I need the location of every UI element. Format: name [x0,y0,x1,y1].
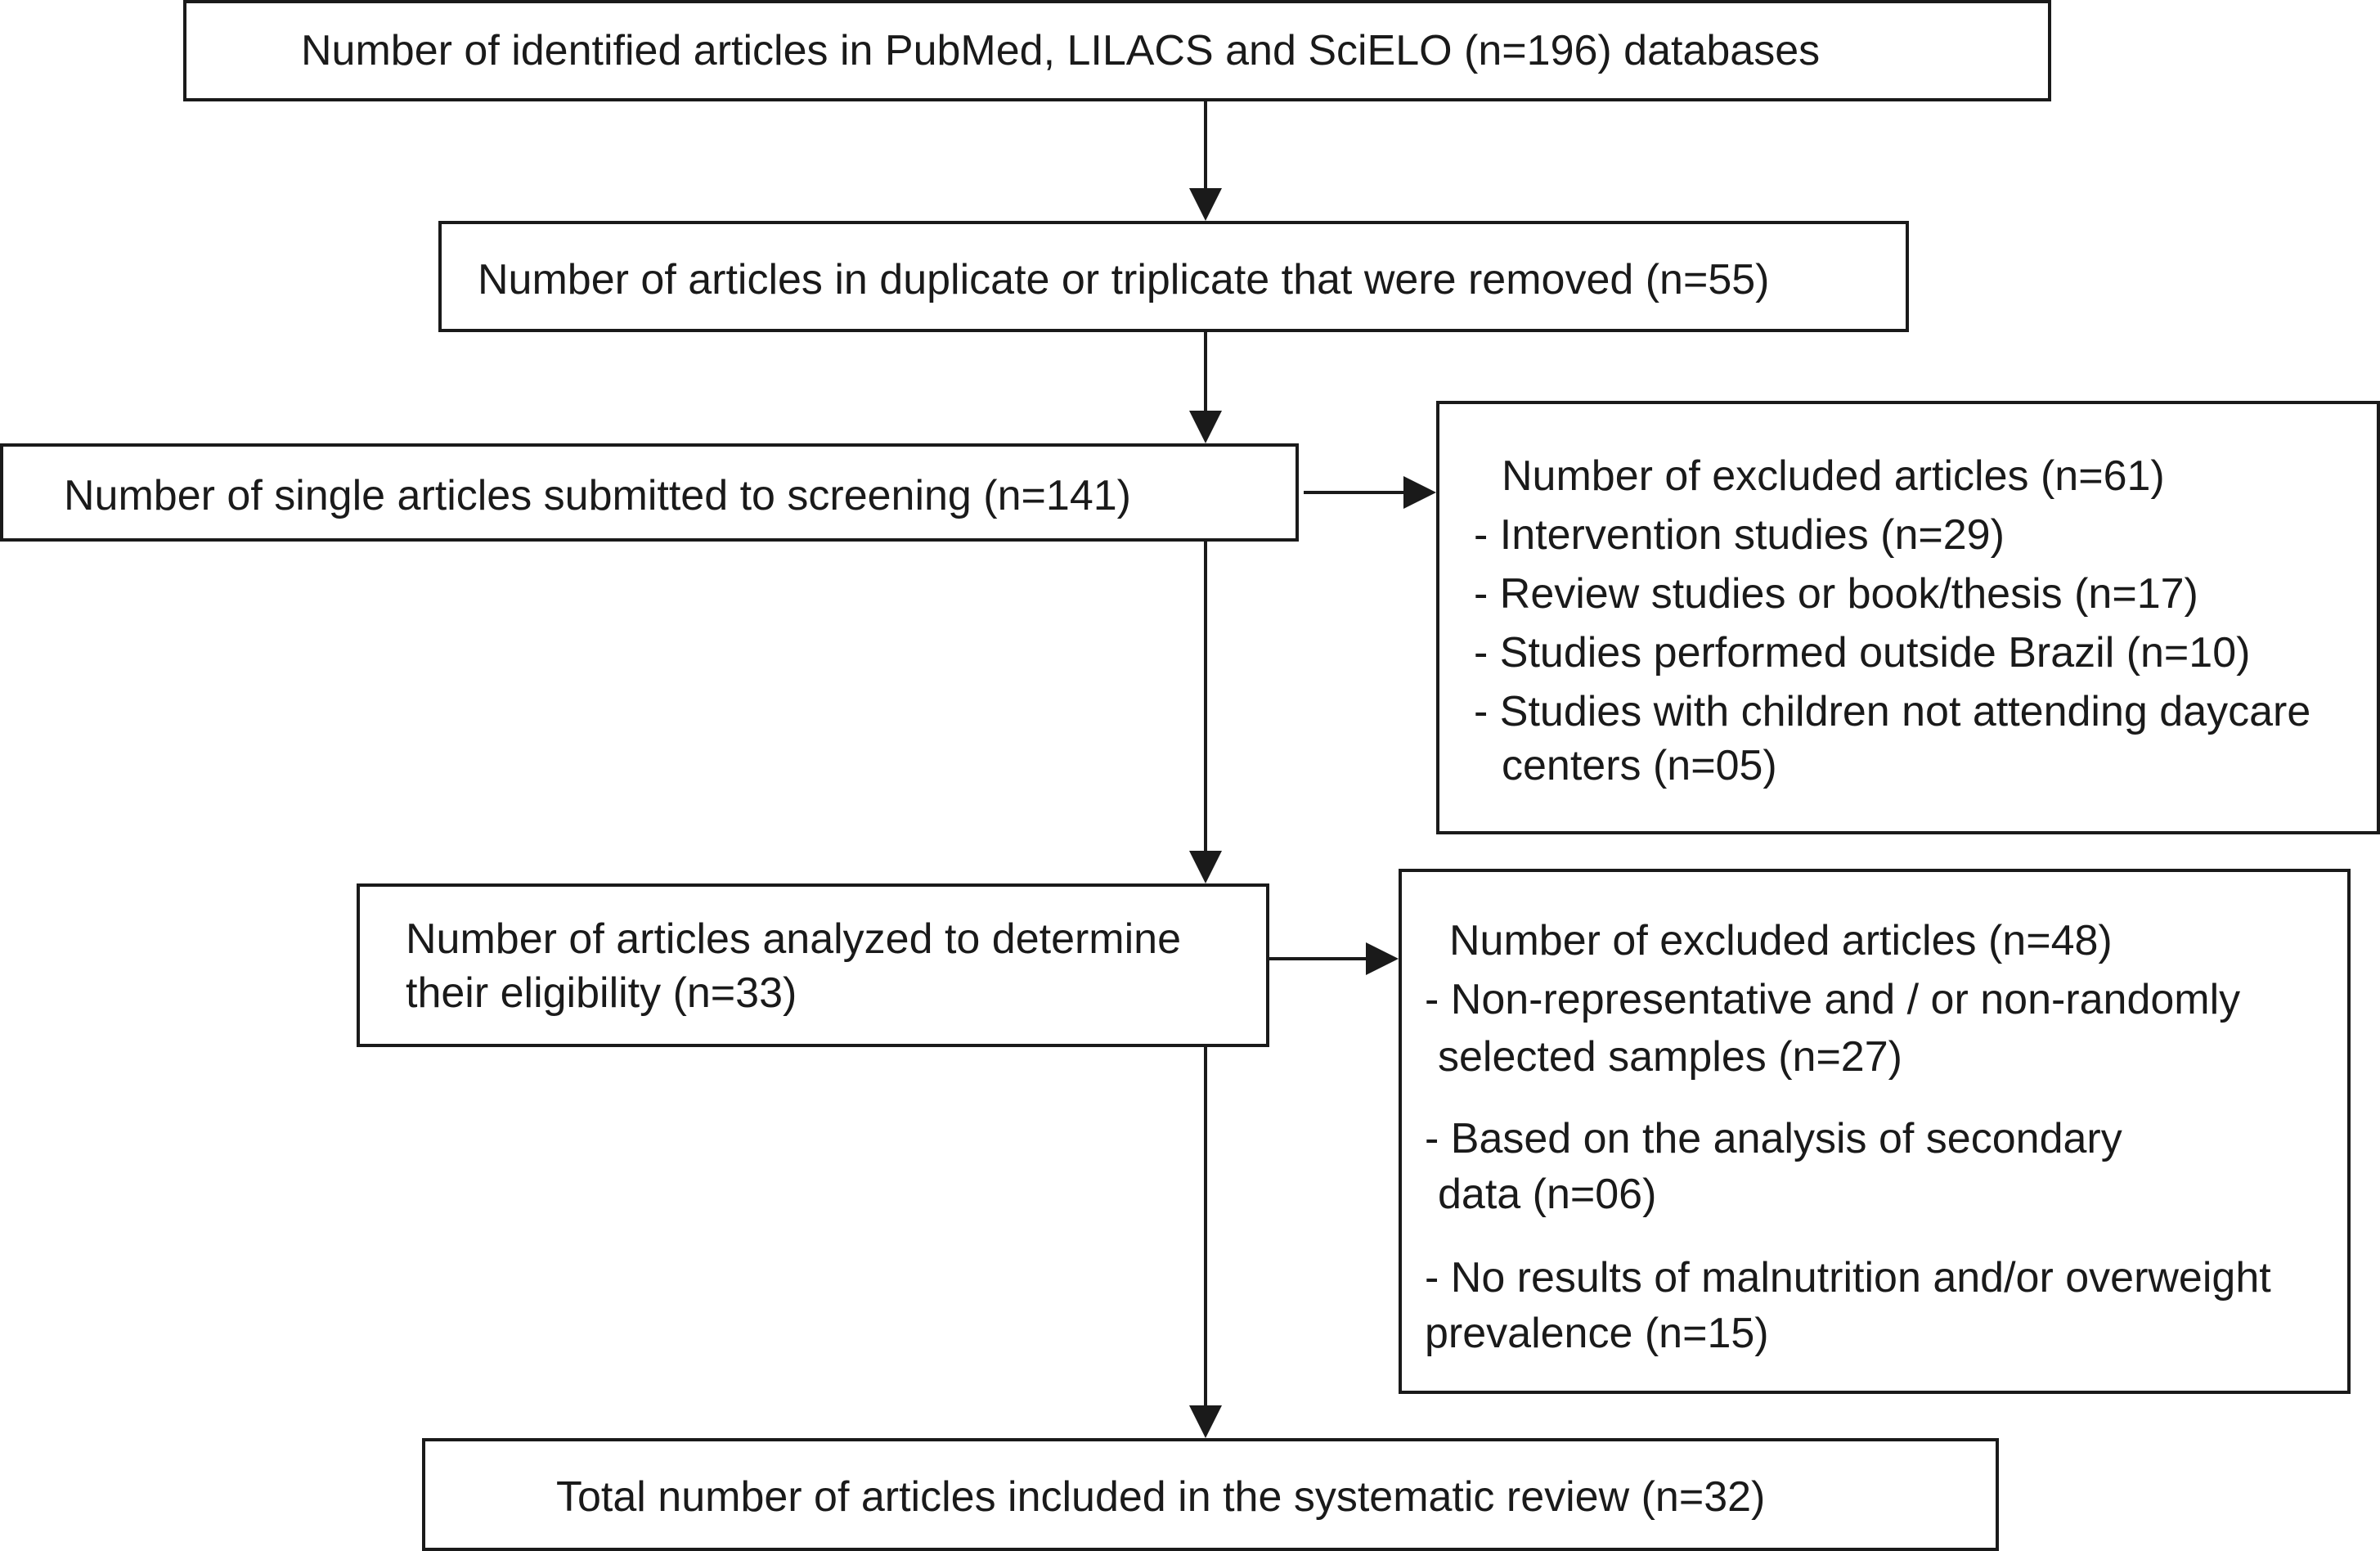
included-articles-box [422,1438,1999,1551]
excluded-screening-item: - Review studies or book/thesis (n=17) [1474,570,2198,618]
excluded-screening-item: - Studies performed outside Brazil (n=10) [1474,629,2251,677]
excluded-eligibility-title: Number of excluded articles (n=48) [1449,917,2113,964]
excluded-eligibility-item: selected samples (n=27) [1438,1033,1902,1081]
screening-box [0,443,1299,542]
included-articles-text: Total number of articles included in the systematic review (n=32) [556,1473,1766,1521]
excluded-eligibility-item: - Based on the analysis of secondary [1425,1115,2122,1162]
eligibility-box [357,883,1269,1047]
screening-text: Number of single articles submitted to screening (n=141) [64,472,1131,519]
excluded-screening-item: - Intervention studies (n=29) [1474,511,2005,559]
excluded-eligibility-item: - Non-representative and / or non-randomly [1425,976,2241,1023]
excluded-screening-title: Number of excluded articles (n=61) [1502,452,2165,500]
duplicates-removed-box [438,221,1909,332]
excluded-screening-item: centers (n=05) [1502,742,1777,789]
identified-articles-text: Number of identified articles in PubMed, LILACS and SciELO (n=196) databases [301,27,1821,74]
excluded-screening-box [1436,401,2380,834]
eligibility-text-line1: Number of articles analyzed to determine [406,915,1182,963]
excluded-eligibility-item: data (n=06) [1438,1171,1657,1218]
eligibility-text-line2: their eligibility (n=33) [406,969,797,1017]
excluded-screening-item: - Studies with children not attending daycare [1474,688,2311,735]
duplicates-removed-text: Number of articles in duplicate or triplicate that were removed (n=55) [478,256,1770,303]
excluded-eligibility-item: prevalence (n=15) [1425,1310,1769,1357]
excluded-eligibility-box [1399,869,2351,1394]
excluded-eligibility-item: - No results of malnutrition and/or overweight [1425,1254,2271,1301]
identified-articles-box [183,0,2051,101]
